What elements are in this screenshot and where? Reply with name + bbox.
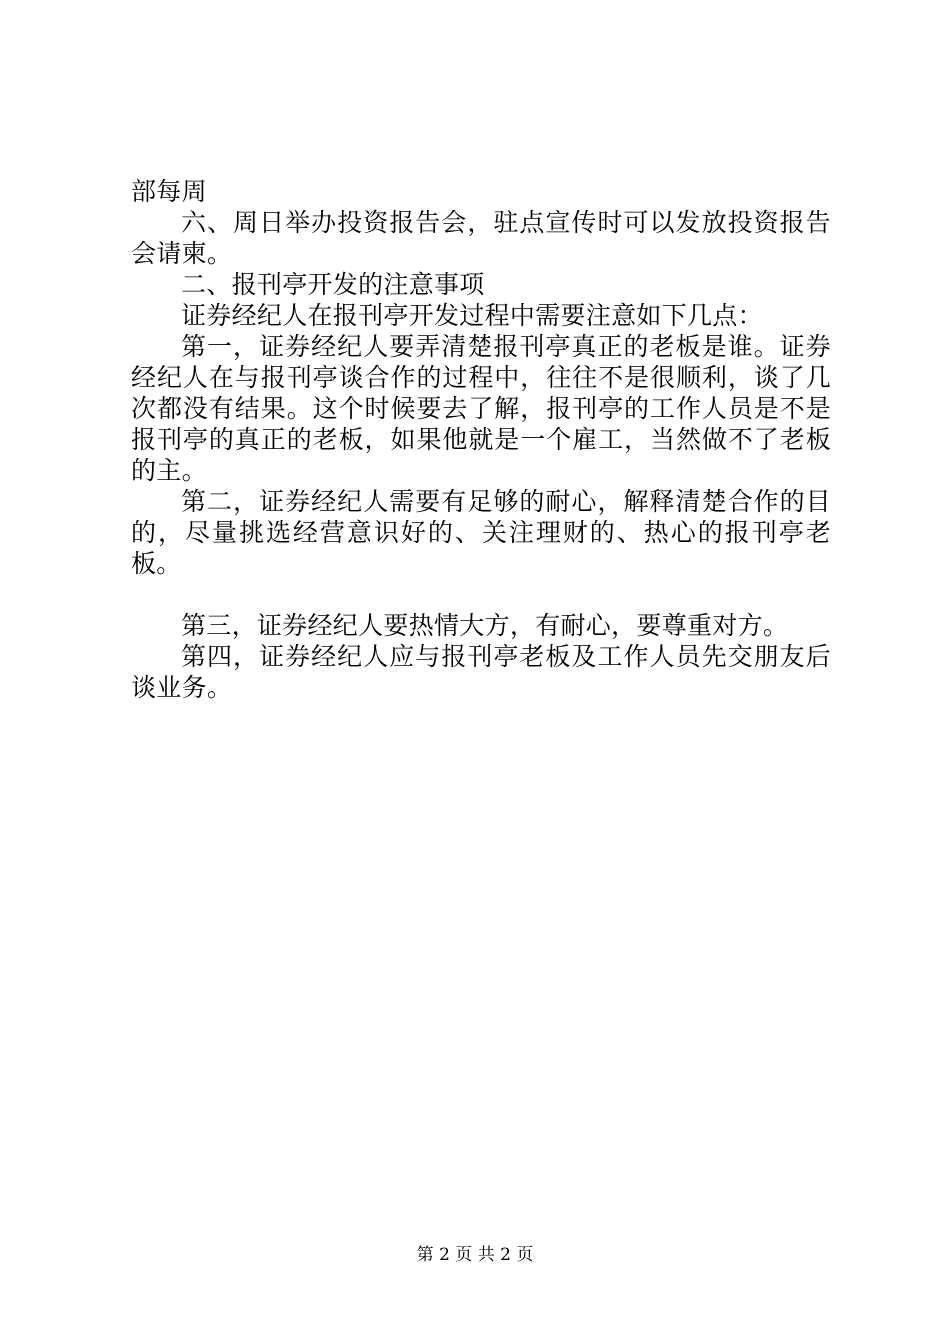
section-heading: 二、报刊亭开发的注意事项 — [181, 270, 485, 299]
page-number-label: 第 2 页 共 2 页 — [416, 1245, 534, 1265]
paragraph-continuation: 部每周 — [131, 177, 207, 206]
paragraph-point-three: 第三，证券经纪人要热情大方，有耐心，要尊重对方。 — [181, 611, 789, 640]
paragraph-intro: 证券经纪人在报刊亭开发过程中需要注意如下几点： — [181, 301, 763, 330]
paragraph-point-four: 第四，证券经纪人应与报刊亭老板及工作人员先交朋友后谈业务。 — [131, 642, 831, 702]
page-footer — [0, 1244, 950, 1266]
paragraph-point-one: 第一，证券经纪人要弄清楚报刊亭真正的老板是谁。证券经纪人在与报刊亭谈合作的过程中，往往不是很顺利，谈了几次都没有结果。这个时候要去了解，报刊亭的工作人员是不是报刊亭的真正的老板，如果他就是一个雇工，当然做不了老板的主。 — [131, 332, 831, 485]
document-body — [131, 176, 831, 703]
paragraph-item-six: 六、周日举办投资报告会，驻点宣传时可以发放投资报告会请柬。 — [131, 208, 831, 268]
paragraph-point-two: 第二，证券经纪人需要有足够的耐心，解释清楚合作的目的，尽量挑选经营意识好的、关注理财的、热心的报刊亭老板。 — [131, 487, 831, 578]
